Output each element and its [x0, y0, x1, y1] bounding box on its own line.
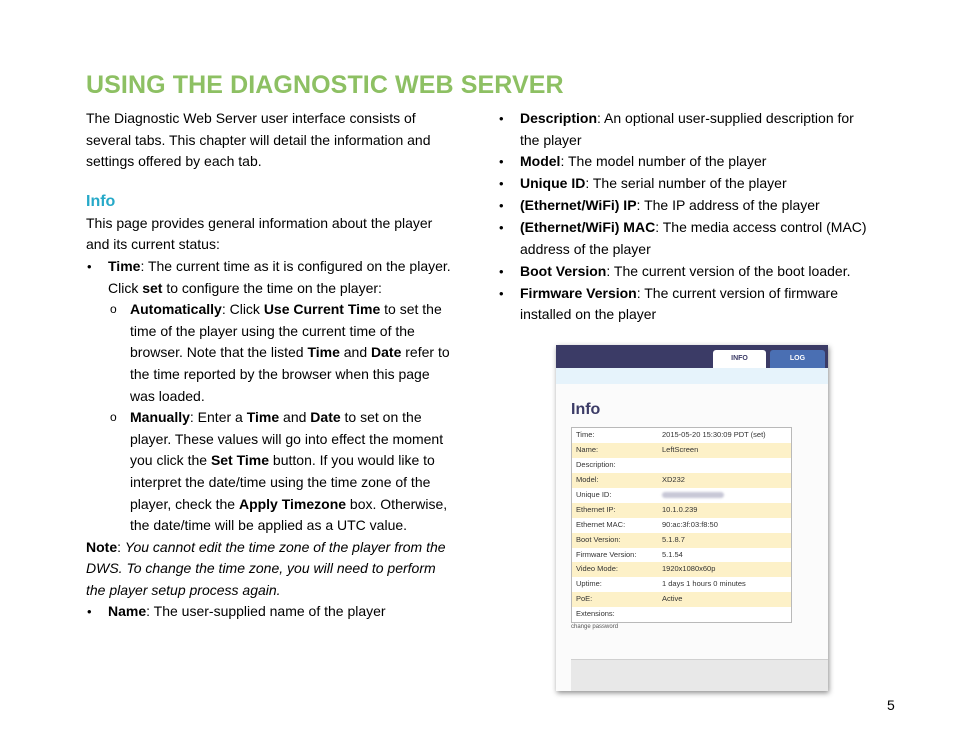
screenshot-subheader-band	[556, 368, 828, 384]
list-item-mac: • (Ethernet/WiFi) MAC: The media access control (MAC) address of the player	[498, 217, 873, 260]
left-column	[86, 108, 458, 623]
intro-paragraph: The Diagnostic Web Server user interface consists of several tabs. This chapter will detail the information and settings offered by each tab.	[86, 110, 431, 170]
list-item-description: • Description: An optional user-supplied description for the player	[498, 108, 873, 151]
table-row: Description:	[576, 459, 616, 469]
list-item-model: • Model: The model number of the player	[498, 151, 873, 173]
table-row: Name: LeftScreen	[572, 443, 791, 458]
info-heading: Info	[86, 192, 116, 210]
table-row: Ethernet IP: 10.1.0.239	[572, 503, 791, 518]
info-description: This page provides general information about the player and its current status:	[86, 214, 433, 253]
change-password-link[interactable]: change password	[571, 624, 619, 630]
field-list	[498, 108, 873, 326]
name-list	[86, 601, 458, 623]
list-item-name: • Name: The user-supplied name of the player	[86, 601, 458, 623]
table-row: Time: 2015-05-20 15:30:09 PDT (set)	[576, 430, 766, 439]
page-title: USING THE DIAGNOSTIC WEB SERVER	[86, 71, 564, 99]
note-paragraph: Note: You cannot edit the time zone of the player from the DWS. To change the time zone, you will need to perform the player setup process again.	[86, 538, 446, 598]
dws-screenshot	[556, 345, 828, 691]
tab-log[interactable]: LOG	[770, 350, 825, 368]
list-item-boot-version: • Boot Version: The current version of the boot loader.	[498, 261, 873, 283]
list-item-automatically: o Automatically: Click Use Current Time to set the time of the player using the current time of the browser. Note that the listed Time and Date refer to the time reported by the browser when this page was loaded.	[108, 299, 458, 407]
info-list	[86, 256, 458, 537]
screenshot-info-title: Info	[571, 401, 601, 418]
table-row: Uptime: 1 days 1 hours 0 minutes	[576, 579, 746, 589]
table-row: Unique ID:	[572, 488, 791, 503]
table-row: Boot Version: 5.1.8.7	[572, 533, 791, 548]
screenshot-footer-area	[571, 659, 828, 691]
redacted-unique-id	[662, 492, 724, 498]
info-table	[571, 427, 792, 623]
list-item-firmware-version: • Firmware Version: The current version of firmware installed on the player	[498, 283, 873, 326]
time-sublist	[108, 299, 458, 537]
page-number: 5	[887, 697, 895, 713]
table-row: Firmware Version: 5.1.54	[576, 549, 683, 559]
table-row: Model: XD232	[572, 473, 791, 488]
table-row: Video Mode: 1920x1080x60p	[572, 562, 791, 577]
table-row: PoE: Active	[572, 592, 791, 607]
table-row: Ethernet MAC: 90:ac:3f:03:f8:50	[576, 519, 718, 529]
tab-info[interactable]: INFO	[713, 350, 766, 368]
list-item-time: • Time: The current time as it is configured on the player. Click set to configure the time on the player: o Automatically: Click Use Current Time to set the time of the player using the current time of the browser. Note that the listed Time and Date refer to the time reported by the browser when this page was loaded. o Manually: Enter a Time and Date to set on the player. These values will go into effect the moment you click the Set Time button. If you would like to interpret the date/time using the time zone of the player, check the Apply Timezone box. Otherwise, the date/time will be applied as a UTC value.	[86, 256, 458, 537]
right-column	[498, 108, 873, 326]
list-item-manually: o Manually: Enter a Time and Date to set on the player. These values will go into effect the moment you click the Set Time button. If you would like to interpret the date/time using the time zone of the player, check the Apply Timezone box. Otherwise, the date/time will be applied as a UTC value.	[108, 407, 458, 537]
list-item-unique-id: • Unique ID: The serial number of the player	[498, 173, 873, 195]
table-row: Extensions:	[576, 609, 615, 619]
list-item-ip: • (Ethernet/WiFi) IP: The IP address of the player	[498, 195, 873, 217]
